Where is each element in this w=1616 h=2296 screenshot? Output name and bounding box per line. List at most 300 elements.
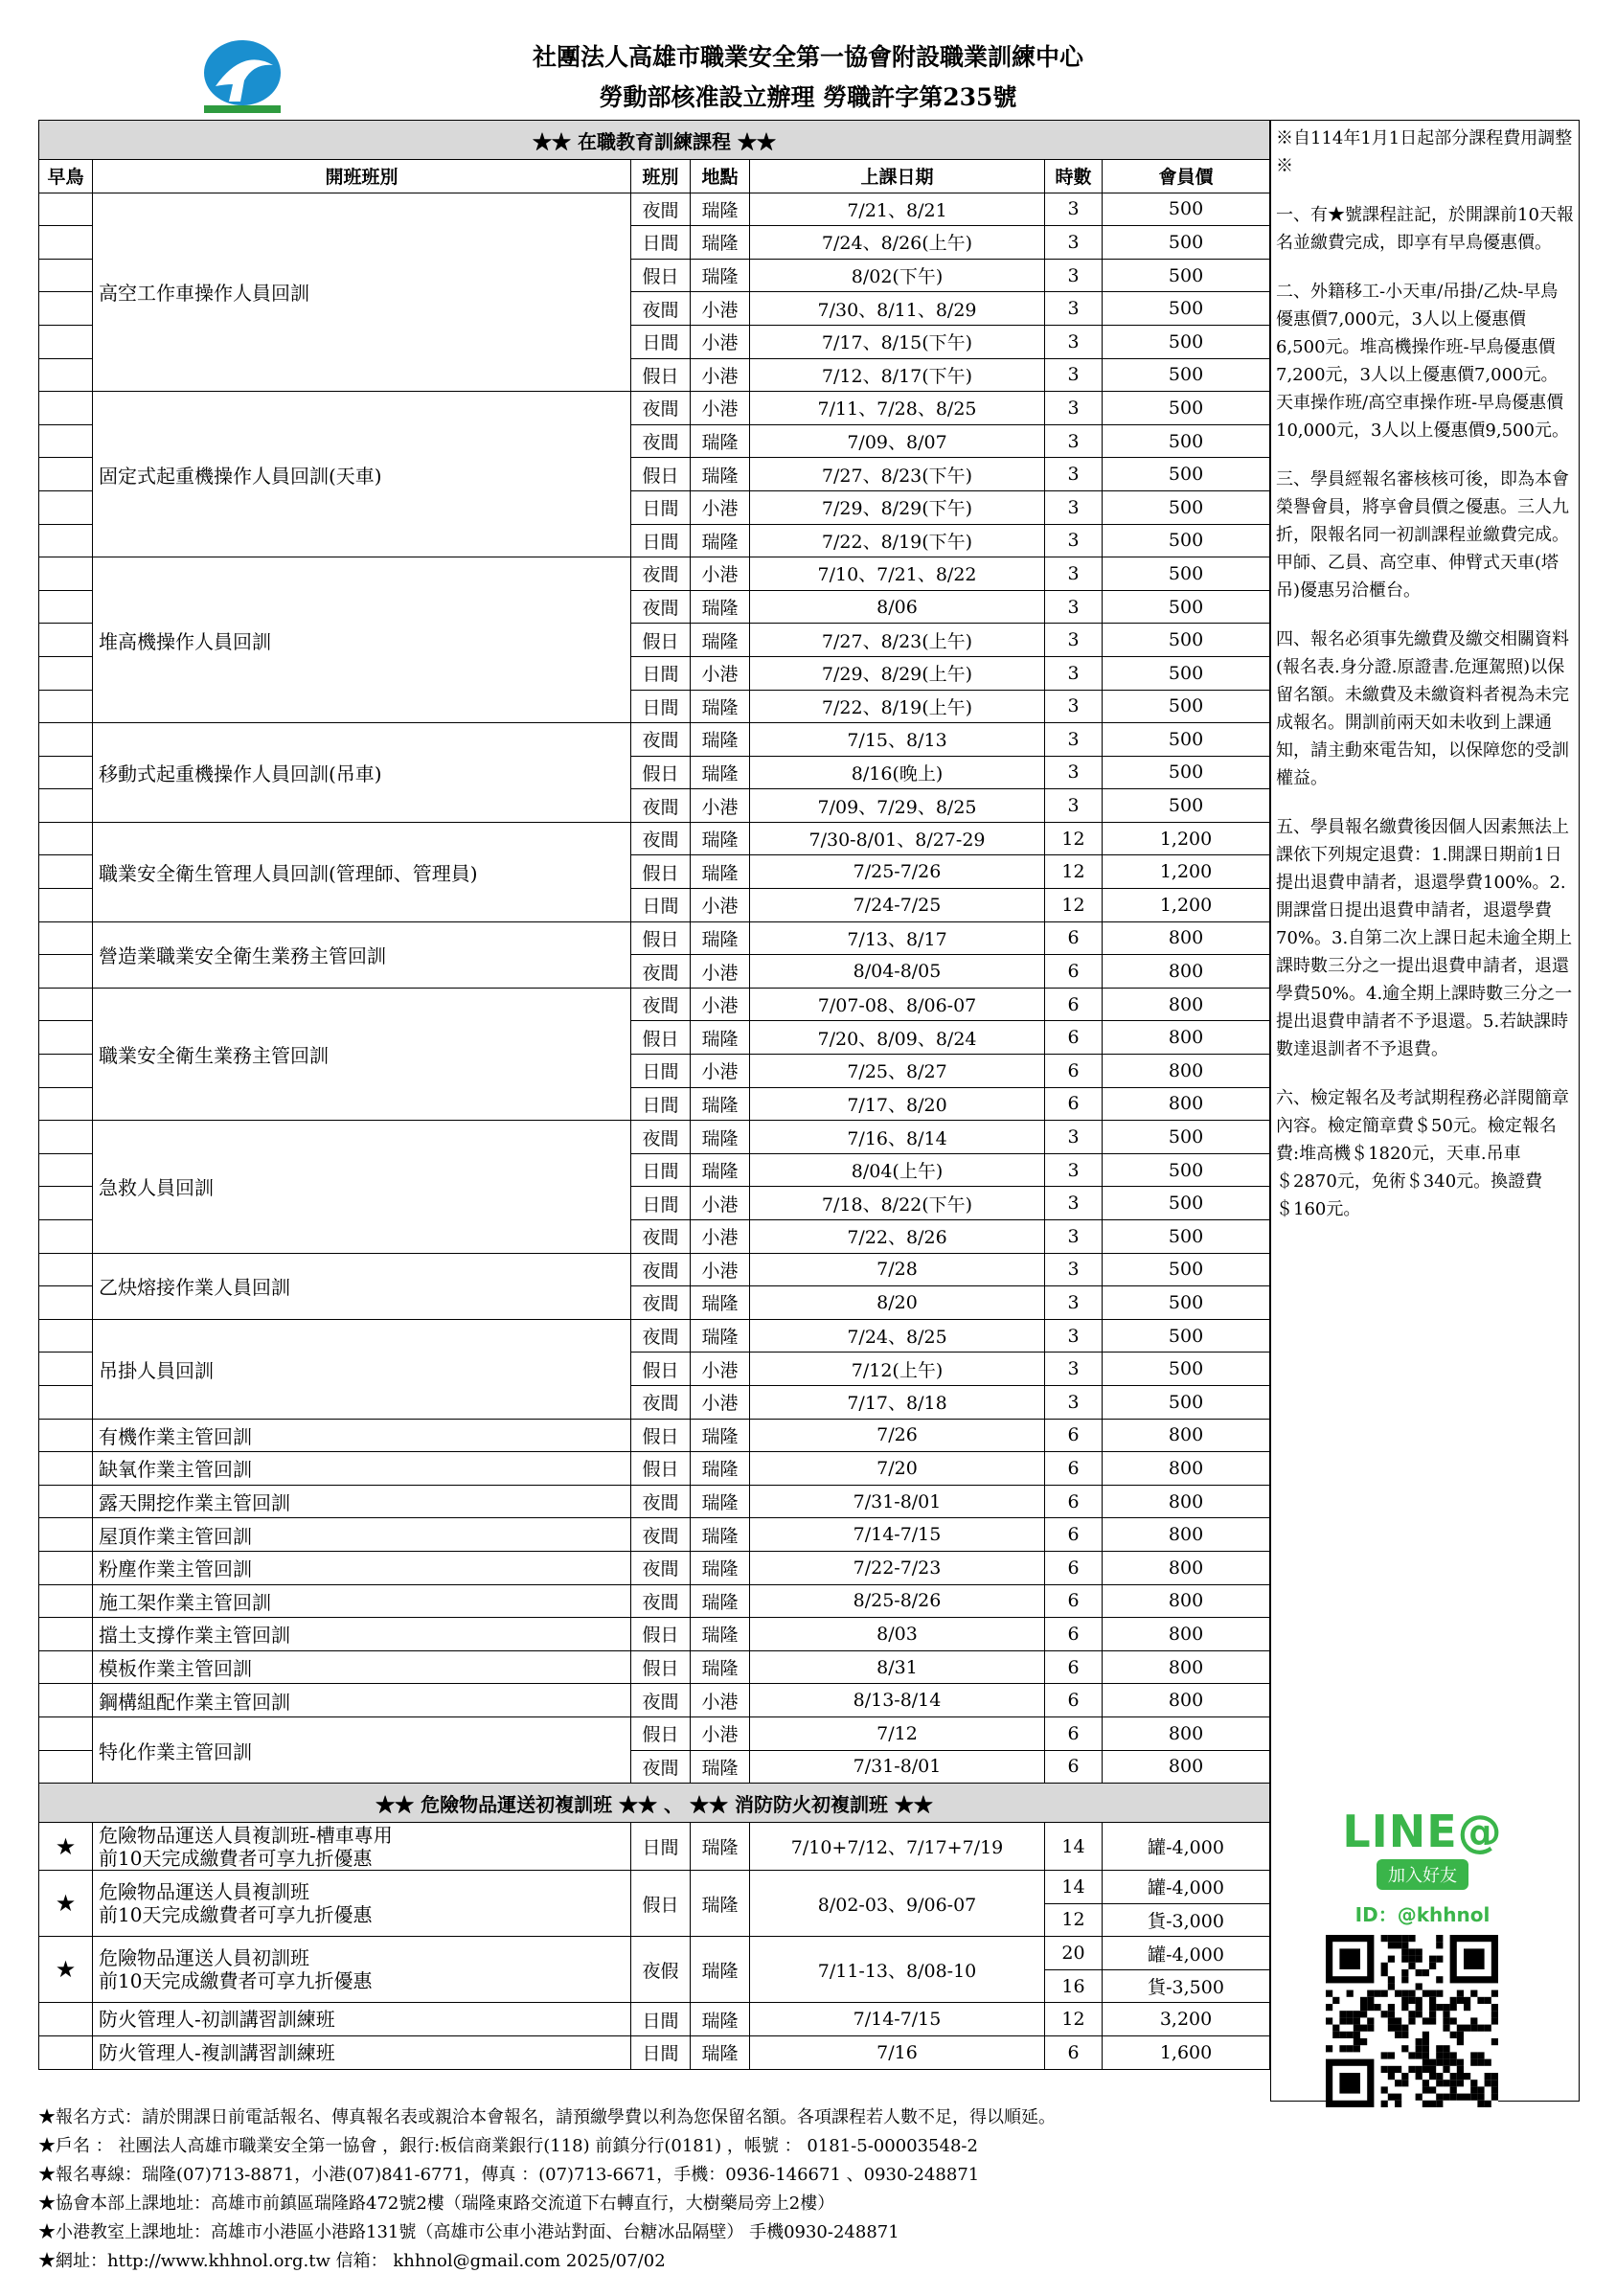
session-date: 7/09、8/07: [750, 424, 1045, 458]
session-hours: 3: [1045, 490, 1103, 524]
session-place: 瑞隆: [691, 624, 750, 657]
session-type: 夜間: [631, 1485, 691, 1518]
session-date: 8/04-8/05: [750, 955, 1045, 989]
session-price: 500: [1103, 392, 1270, 425]
session-place: 小港: [691, 392, 750, 425]
course2-name-cell: [93, 1937, 631, 2003]
session-date: 8/13-8/14: [750, 1684, 1045, 1717]
session-date: 7/12(上午): [750, 1353, 1045, 1386]
permit-title: 勞動部核准設立辦理 勞職許字第235號: [599, 83, 1017, 111]
note-item: 一、有★號課程註記，於開課前10天報名並繳費完成，即享有早鳥優惠價。: [1276, 205, 1574, 253]
page-header: [0, 29, 1616, 115]
table-row: [39, 1650, 1270, 1684]
session-date: 7/10、7/21、8/22: [750, 557, 1045, 591]
notes-panel: [1270, 120, 1580, 2102]
note-item: 三、學員經報名審核核可後，即為本會榮譽會員，將享會員價之優惠。三人九折，限報名同一初訓課程並繳費完成。甲師、乙員、高空車、伸臂式天車(塔吊)優惠另洽櫃台。: [1276, 469, 1569, 601]
session-hours: 6: [1045, 1055, 1103, 1088]
early-bird-cell: [39, 1286, 93, 1320]
session-place: 瑞隆: [691, 1584, 750, 1618]
session-type: 夜間: [631, 1286, 691, 1320]
org-title: 社團法人高雄市職業安全第一協會附設職業訓練中心: [532, 43, 1083, 71]
session-hours: 3: [1045, 1253, 1103, 1286]
early-bird-cell: [39, 1750, 93, 1784]
table-row: [39, 1716, 1270, 1750]
course-name: 有機作業主管回訓: [93, 1419, 631, 1452]
session-price: 500: [1103, 1353, 1270, 1386]
early-bird-cell: [39, 1419, 93, 1452]
session-hours: 6: [1045, 1750, 1103, 1784]
session-place: 小港: [691, 955, 750, 989]
session-hours: 3: [1045, 259, 1103, 292]
session-hours: 6: [1045, 921, 1103, 955]
early-bird-cell: [39, 1518, 93, 1552]
session-hours: 6: [1045, 1684, 1103, 1717]
early-bird-cell: [39, 1253, 93, 1286]
early-bird-star: [39, 2003, 93, 2036]
session-hours: 12: [1045, 1903, 1103, 1937]
session-place: 瑞隆: [691, 1485, 750, 1518]
session-hours: 3: [1045, 1187, 1103, 1220]
session-price: 500: [1103, 226, 1270, 260]
session-price: 500: [1103, 259, 1270, 292]
session-place: 瑞隆: [691, 1871, 750, 1937]
table-row: [39, 1121, 1270, 1154]
early-bird-cell: [39, 789, 93, 823]
session-date: 7/11-13、8/08-10: [750, 1937, 1045, 2003]
course-name: 固定式起重機操作人員回訓(天車): [93, 392, 631, 557]
session-type: 夜間: [631, 1385, 691, 1419]
session-type: 夜間: [631, 1750, 691, 1784]
session-hours: 3: [1045, 1319, 1103, 1353]
table-row: [39, 1319, 1270, 1353]
table-row: [39, 921, 1270, 955]
session-price: 1,600: [1103, 2036, 1270, 2070]
course-name: 屋頂作業主管回訓: [93, 1518, 631, 1552]
early-bird-cell: [39, 1485, 93, 1518]
session-type: 夜間: [631, 590, 691, 624]
session-price: 罐-4,000: [1103, 1871, 1270, 1904]
session-place: 瑞隆: [691, 1937, 750, 2003]
early-bird-cell: [39, 1551, 93, 1584]
session-hours: 6: [1045, 1551, 1103, 1584]
session-type: 夜間: [631, 1518, 691, 1552]
course-name: 露天開挖作業主管回訓: [93, 1485, 631, 1518]
session-price: 800: [1103, 921, 1270, 955]
session-price: 貨-3,000: [1103, 1903, 1270, 1937]
session-price: 800: [1103, 1618, 1270, 1651]
table-row: [39, 1419, 1270, 1452]
session-type: 夜間: [631, 1551, 691, 1584]
session-type: 假日: [631, 855, 691, 889]
course-name: 移動式起重機操作人員回訓(吊車): [93, 723, 631, 823]
session-price: 800: [1103, 1518, 1270, 1552]
early-bird-cell: [39, 358, 93, 392]
course2-name-cell: [93, 1871, 631, 1937]
table-row: [39, 723, 1270, 757]
session-place: 小港: [691, 789, 750, 823]
session-price: 800: [1103, 1650, 1270, 1684]
session-price: 1,200: [1103, 855, 1270, 889]
table-row: [39, 2036, 1270, 2070]
session-place: 瑞隆: [691, 1153, 750, 1187]
session-type: 夜間: [631, 955, 691, 989]
footer-line: ★協會本部上課地址：高雄市前鎮區瑞隆路472號2樓（瑞隆東路交流道下右轉直行，大樹藥局旁上2樓）: [38, 2194, 835, 2214]
session-date: 7/12、8/17(下午): [750, 358, 1045, 392]
session-date: 7/25-7/26: [750, 855, 1045, 889]
session-place: 瑞隆: [691, 1087, 750, 1121]
table-row: [39, 1871, 1270, 1904]
session-hours: 3: [1045, 1385, 1103, 1419]
session-price: 500: [1103, 424, 1270, 458]
session-hours: 6: [1045, 1518, 1103, 1552]
session-hours: 6: [1045, 1584, 1103, 1618]
session-type: 假日: [631, 756, 691, 789]
session-place: 小港: [691, 1385, 750, 1419]
session-place: 小港: [691, 656, 750, 690]
early-bird-cell: [39, 1353, 93, 1386]
session-date: 7/14-7/15: [750, 1518, 1045, 1552]
session-place: 瑞隆: [691, 2036, 750, 2070]
session-type: 日間: [631, 1187, 691, 1220]
session-hours: 3: [1045, 624, 1103, 657]
course2-name-cell: [93, 2036, 631, 2070]
session-place: 小港: [691, 1220, 750, 1254]
session-date: 7/30-8/01、8/27-29: [750, 822, 1045, 855]
section-2-title: ★★ 危險物品運送初複訓班 ★★ 、 ★★ 消防防火初複訓班 ★★: [39, 1784, 1270, 1823]
course-name: 粉塵作業主管回訓: [93, 1551, 631, 1584]
course-name: 乙炔熔接作業人員回訓: [93, 1253, 631, 1319]
session-type: 假日: [631, 458, 691, 491]
session-place: 小港: [691, 1353, 750, 1386]
early-bird-cell: [39, 1319, 93, 1353]
early-bird-cell: [39, 822, 93, 855]
session-price: 罐-4,000: [1103, 1823, 1270, 1871]
line-logo: LINE@: [1342, 1806, 1503, 1857]
session-place: 瑞隆: [691, 524, 750, 557]
session-hours: 12: [1045, 822, 1103, 855]
session-type: 夜間: [631, 723, 691, 757]
session-place: 瑞隆: [691, 723, 750, 757]
session-price: 罐-4,000: [1103, 1937, 1270, 1970]
session-hours: 6: [1045, 2036, 1103, 2070]
session-type: 夜間: [631, 1684, 691, 1717]
session-price: 500: [1103, 1187, 1270, 1220]
session-date: 7/13、8/17: [750, 921, 1045, 955]
session-place: 小港: [691, 1187, 750, 1220]
session-hours: 12: [1045, 2003, 1103, 2036]
early-bird-cell: [39, 1584, 93, 1618]
session-hours: 3: [1045, 756, 1103, 789]
session-place: 瑞隆: [691, 921, 750, 955]
session-place: 小港: [691, 988, 750, 1021]
session-place: 瑞隆: [691, 259, 750, 292]
session-price: 800: [1103, 1055, 1270, 1088]
session-type: 假日: [631, 1419, 691, 1452]
session-hours: 6: [1045, 1716, 1103, 1750]
session-price: 500: [1103, 458, 1270, 491]
session-date: 7/27、8/23(上午): [750, 624, 1045, 657]
session-hours: 3: [1045, 226, 1103, 260]
session-place: 瑞隆: [691, 1419, 750, 1452]
session-hours: 20: [1045, 1937, 1103, 1970]
session-place: 瑞隆: [691, 756, 750, 789]
session-type: 夜間: [631, 193, 691, 226]
session-type: 假日: [631, 624, 691, 657]
session-type: 假日: [631, 1871, 691, 1937]
early-bird-cell: [39, 1220, 93, 1254]
session-price: 800: [1103, 1419, 1270, 1452]
early-bird-star: ★: [39, 1871, 93, 1937]
session-date: 7/14-7/15: [750, 2003, 1045, 2036]
session-type: 夜間: [631, 557, 691, 591]
session-price: 3,200: [1103, 2003, 1270, 2036]
session-price: 500: [1103, 656, 1270, 690]
early-bird-cell: [39, 723, 93, 757]
early-bird-cell: [39, 656, 93, 690]
early-bird-cell: [39, 1684, 93, 1717]
session-price: 500: [1103, 1121, 1270, 1154]
session-place: 瑞隆: [691, 690, 750, 723]
session-date: 8/25-8/26: [750, 1584, 1045, 1618]
course-name: 堆高機操作人員回訓: [93, 557, 631, 723]
footer-line: ★報名專線：瑞隆(07)713-8871，小港(07)841-6771，傳真 ：(07)713-6671，手機：0936-146671 、0930-248871: [38, 2165, 980, 2185]
early-bird-star: ★: [39, 1937, 93, 2003]
session-hours: 3: [1045, 524, 1103, 557]
session-price: 800: [1103, 1684, 1270, 1717]
session-hours: 3: [1045, 1153, 1103, 1187]
early-bird-cell: [39, 1153, 93, 1187]
session-date: 7/07-08、8/06-07: [750, 988, 1045, 1021]
early-bird-cell: [39, 988, 93, 1021]
early-bird-cell: [39, 1650, 93, 1684]
session-hours: 6: [1045, 1618, 1103, 1651]
session-date: 7/09、7/29、8/25: [750, 789, 1045, 823]
early-bird-star: [39, 2036, 93, 2070]
session-price: 800: [1103, 1021, 1270, 1055]
early-bird-cell: [39, 590, 93, 624]
session-place: 瑞隆: [691, 226, 750, 260]
early-bird-cell: [39, 557, 93, 591]
session-price: 800: [1103, 1485, 1270, 1518]
session-hours: 14: [1045, 1871, 1103, 1904]
early-bird-cell: [39, 1187, 93, 1220]
course2-discount-note: 前10天完成繳費者可享九折優惠: [99, 1846, 373, 1870]
session-hours: 12: [1045, 889, 1103, 922]
session-date: 7/12: [750, 1716, 1045, 1750]
session-hours: 6: [1045, 988, 1103, 1021]
early-bird-cell: [39, 756, 93, 789]
session-price: 500: [1103, 1153, 1270, 1187]
session-date: 7/22-7/23: [750, 1551, 1045, 1584]
session-hours: 3: [1045, 424, 1103, 458]
course-name: 營造業職業安全衛生業務主管回訓: [93, 921, 631, 988]
early-bird-cell: [39, 624, 93, 657]
session-hours: 3: [1045, 358, 1103, 392]
session-date: 7/29、8/29(上午): [750, 656, 1045, 690]
session-hours: 3: [1045, 789, 1103, 823]
session-price: 500: [1103, 490, 1270, 524]
course-name: 急救人員回訓: [93, 1121, 631, 1253]
session-date: 8/02-03、9/06-07: [750, 1871, 1045, 1937]
early-bird-cell: [39, 1121, 93, 1154]
session-date: 7/16: [750, 2036, 1045, 2070]
session-date: 7/24-7/25: [750, 889, 1045, 922]
session-place: 小港: [691, 1716, 750, 1750]
footer-info: [38, 2103, 1581, 2276]
early-bird-cell: [39, 955, 93, 989]
col-type: 班別: [631, 160, 691, 193]
early-bird-cell: [39, 325, 93, 358]
session-price: 800: [1103, 1087, 1270, 1121]
session-price: 500: [1103, 524, 1270, 557]
early-bird-cell: [39, 1385, 93, 1419]
note-item: 五、學員報名繳費後因個人因素無法上課依下列規定退費：1.開課日期前1日提出退費申請者，退還學費100%。2.開課當日提出退費申請者，退還學費70%。3.自第二次上課日起未逾全期上課時數三分之一提出退費申請者，退還學費50%。4.逾全期上課時數三分之一提出退費申請者不予退還。5.若缺課時數達退訓者不予退費。: [1276, 817, 1573, 1059]
session-date: 7/31-8/01: [750, 1485, 1045, 1518]
session-date: 7/29、8/29(下午): [750, 490, 1045, 524]
session-price: 800: [1103, 1584, 1270, 1618]
session-type: 日間: [631, 325, 691, 358]
session-place: 瑞隆: [691, 424, 750, 458]
session-date: 7/17、8/15(下午): [750, 325, 1045, 358]
session-price: 500: [1103, 723, 1270, 757]
session-place: 小港: [691, 889, 750, 922]
session-price: 500: [1103, 358, 1270, 392]
session-place: 瑞隆: [691, 855, 750, 889]
session-type: 假日: [631, 1021, 691, 1055]
session-place: 瑞隆: [691, 1021, 750, 1055]
session-place: 小港: [691, 325, 750, 358]
note-item: 二、外籍移工-小天車/吊掛/乙炔-早鳥優惠價7,000元，3人以上優惠價6,500元。堆高機操作班-早鳥優惠價7,200元，3人以上優惠價7,000元。天車操作班/高空車操作班-早鳥優惠價10,000元，3人以上優惠價9,500元。: [1276, 282, 1569, 441]
session-date: 7/30、8/11、8/29: [750, 292, 1045, 326]
session-date: 7/17、8/20: [750, 1087, 1045, 1121]
session-type: 夜間: [631, 1584, 691, 1618]
column-header-row: [39, 160, 1270, 193]
session-date: 7/17、8/18: [750, 1385, 1045, 1419]
session-date: 7/16、8/14: [750, 1121, 1045, 1154]
session-hours: 3: [1045, 590, 1103, 624]
course2-name: 防火管理人-初訓講習訓練班: [99, 2008, 335, 2032]
session-price: 500: [1103, 756, 1270, 789]
course-name: 吊掛人員回訓: [93, 1319, 631, 1419]
session-hours: 3: [1045, 325, 1103, 358]
session-type: 日間: [631, 2036, 691, 2070]
session-price: 500: [1103, 1220, 1270, 1254]
table-row: [39, 1452, 1270, 1486]
session-place: 瑞隆: [691, 193, 750, 226]
session-type: 日間: [631, 490, 691, 524]
session-place: 瑞隆: [691, 1286, 750, 1320]
col-hours: 時數: [1045, 160, 1103, 193]
session-date: 7/15、8/13: [750, 723, 1045, 757]
section-1-header: [39, 121, 1270, 160]
session-price: 800: [1103, 988, 1270, 1021]
session-type: 假日: [631, 358, 691, 392]
footer-line: ★小港教室上課地址：高雄市小港區小港路131號（高雄市公車小港站對面、台糖冰品隔壁） 手機0930-248871: [38, 2222, 899, 2242]
table-row: [39, 1518, 1270, 1552]
session-place: 瑞隆: [691, 1618, 750, 1651]
early-bird-cell: [39, 458, 93, 491]
session-type: 夜間: [631, 292, 691, 326]
session-type: 假日: [631, 1650, 691, 1684]
table-row: [39, 988, 1270, 1021]
session-type: 日間: [631, 1087, 691, 1121]
session-hours: 3: [1045, 1220, 1103, 1254]
session-type: 日間: [631, 690, 691, 723]
session-type: 夜間: [631, 1319, 691, 1353]
session-price: 500: [1103, 789, 1270, 823]
footer-line: ★報名方式：請於開課日前電話報名、傳真報名表或親洽本會報名，請預繳學費以利為您保留名額。各項課程若人數不足，得以順延。: [38, 2107, 1056, 2127]
session-hours: 3: [1045, 458, 1103, 491]
early-bird-cell: [39, 1055, 93, 1088]
session-date: 7/22、8/19(上午): [750, 690, 1045, 723]
session-price: 貨-3,500: [1103, 1969, 1270, 2003]
footer-line: ★戶名 ： 社團法人高雄市職業安全第一協會 ，銀行:板信商業銀行(118) 前鎮分行(0181) ，帳號 ： 0181-5-00003548-2: [38, 2136, 978, 2156]
session-place: 瑞隆: [691, 1121, 750, 1154]
course2-name-cell: [93, 2003, 631, 2036]
session-price: 500: [1103, 193, 1270, 226]
session-hours: 6: [1045, 1452, 1103, 1486]
line-promo: [1327, 1806, 1518, 1927]
table-row: [39, 1823, 1270, 1871]
session-hours: 6: [1045, 1650, 1103, 1684]
course-name: 模板作業主管回訓: [93, 1650, 631, 1684]
session-place: 瑞隆: [691, 1823, 750, 1871]
session-date: 7/20: [750, 1452, 1045, 1486]
session-date: 8/04(上午): [750, 1153, 1045, 1187]
line-id: ID：@khhnol: [1354, 1903, 1491, 1926]
table-row: [39, 1551, 1270, 1584]
session-hours: 3: [1045, 392, 1103, 425]
session-place: 瑞隆: [691, 1750, 750, 1784]
early-bird-star: ★: [39, 1823, 93, 1871]
session-date: 7/28: [750, 1253, 1045, 1286]
course-name: 施工架作業主管回訓: [93, 1584, 631, 1618]
session-hours: 3: [1045, 723, 1103, 757]
session-price: 500: [1103, 590, 1270, 624]
session-date: 8/02(下午): [750, 259, 1045, 292]
col-price: 會員價: [1103, 160, 1270, 193]
table-row: [39, 1937, 1270, 1970]
note-item: 六、檢定報名及考試期程務必詳閱簡章內容。檢定簡章費＄50元。檢定報名費:堆高機＄1820元，天車.吊車＄2870元，免術＄340元。換證費＄160元。: [1276, 1088, 1569, 1219]
session-hours: 16: [1045, 1969, 1103, 2003]
session-type: 日間: [631, 524, 691, 557]
early-bird-cell: [39, 226, 93, 260]
table-row: [39, 1253, 1270, 1286]
session-type: 夜間: [631, 392, 691, 425]
session-price: 800: [1103, 1750, 1270, 1784]
session-price: 500: [1103, 1385, 1270, 1419]
session-type: 日間: [631, 1823, 691, 1871]
session-price: 500: [1103, 1253, 1270, 1286]
session-date: 7/11、7/28、8/25: [750, 392, 1045, 425]
session-type: 夜間: [631, 424, 691, 458]
session-price: 1,200: [1103, 889, 1270, 922]
session-place: 瑞隆: [691, 590, 750, 624]
session-hours: 6: [1045, 955, 1103, 989]
session-type: 夜間: [631, 1220, 691, 1254]
session-type: 日間: [631, 226, 691, 260]
session-place: 瑞隆: [691, 1452, 750, 1486]
session-place: 小港: [691, 1684, 750, 1717]
line-add-friend-button[interactable]: 加入好友: [1377, 1859, 1468, 1890]
course-name: 缺氧作業主管回訓: [93, 1452, 631, 1486]
session-price: 500: [1103, 325, 1270, 358]
session-place: 瑞隆: [691, 1319, 750, 1353]
session-date: 7/24、8/26(上午): [750, 226, 1045, 260]
session-price: 800: [1103, 1551, 1270, 1584]
session-price: 800: [1103, 1452, 1270, 1486]
session-hours: 3: [1045, 292, 1103, 326]
